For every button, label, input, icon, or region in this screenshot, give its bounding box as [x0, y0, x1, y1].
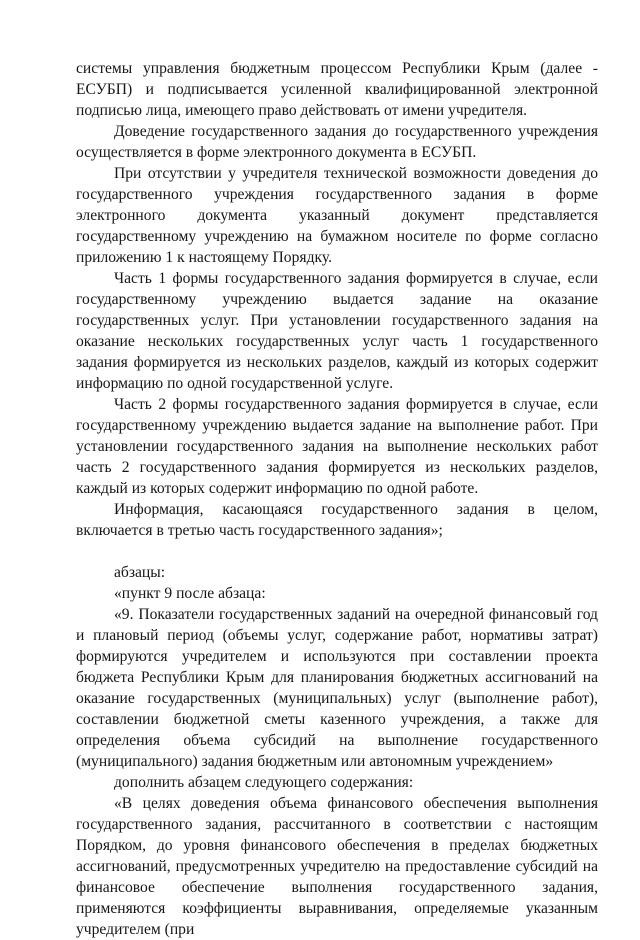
paragraph-10: дополнить абзацем следующего содержания: — [114, 774, 414, 791]
paragraph-6: Информация, касающаяся государственного задания в целом, включается в третью часть государственного задания»; — [76, 501, 598, 539]
paragraph-1: системы управления бюджетным процессом Республики Крым (далее - ЕСУБП) и подписывается усиленной квалифицированной электронной подписью лица, имеющего право действовать от имени учредителя. — [76, 60, 598, 119]
paragraph-3: При отсутствии у учредителя технической возможности доведения до государственного учреждения государственного задания в форме электронного документа указанный документ представляется государственному учреждению на бумажном носителе по форме согласно приложению 1 к настоящему Порядку. — [76, 165, 598, 266]
paragraph-9: «9. Показатели государственных заданий на очередной финансовый год и плановый период (объемы услуг, содержание работ, нормативы затрат) формируются учредителем и используются при составлении проекта бюджета Республики Крым для планирования бюджетных ассигнований на оказание государственных (муниципальных) услуг (выполнение работ), составлении бюджетной сметы казенного учреждения, а также для определения объема субсидий на выполнение государственного (муниципального) задания бюджетным или автономным учреждением» — [76, 606, 598, 770]
paragraph-5: Часть 2 формы государственного задания формируется в случае, если государственному учреждению выдается задание на выполнение работ. При установлении государственного задания на выполнение нескольких работ часть 2 государственного задания формируется из нескольких разделов, каждый из которых содержит информацию по одной работе. — [76, 396, 598, 497]
paragraph-8: «пункт 9 после абзаца: — [114, 585, 266, 602]
document-page — [76, 58, 598, 940]
paragraph-11: «В целях доведения объема финансового обеспечения выполнения государственного задания, рассчитанного в соответствии с настоящим Порядком, до уровня финансового обеспечения в пределах бюджетных ассигнований, предусмотренных учредителю на предоставление субсидий на финансовое обеспечение выполнения государственного задания, применяются коэффициенты выравнивания, определяемые указанным учредителем (при — [76, 795, 598, 938]
paragraph-2: Доведение государственного задания до государственного учреждения осуществляется в форме электронного документа в ЕСУБП. — [76, 123, 598, 161]
paragraph-4: Часть 1 формы государственного задания формируется в случае, если государственному учреждению выдается задание на оказание государственных услуг. При установлении государственного задания на оказание нескольких государственных услуг часть 1 государственного задания формируется из нескольких разделов, каждый из которых содержит информацию по одной государственной услуге. — [76, 270, 598, 392]
paragraph-spacer — [76, 541, 598, 562]
paragraph-7: абзацы: — [114, 564, 166, 581]
